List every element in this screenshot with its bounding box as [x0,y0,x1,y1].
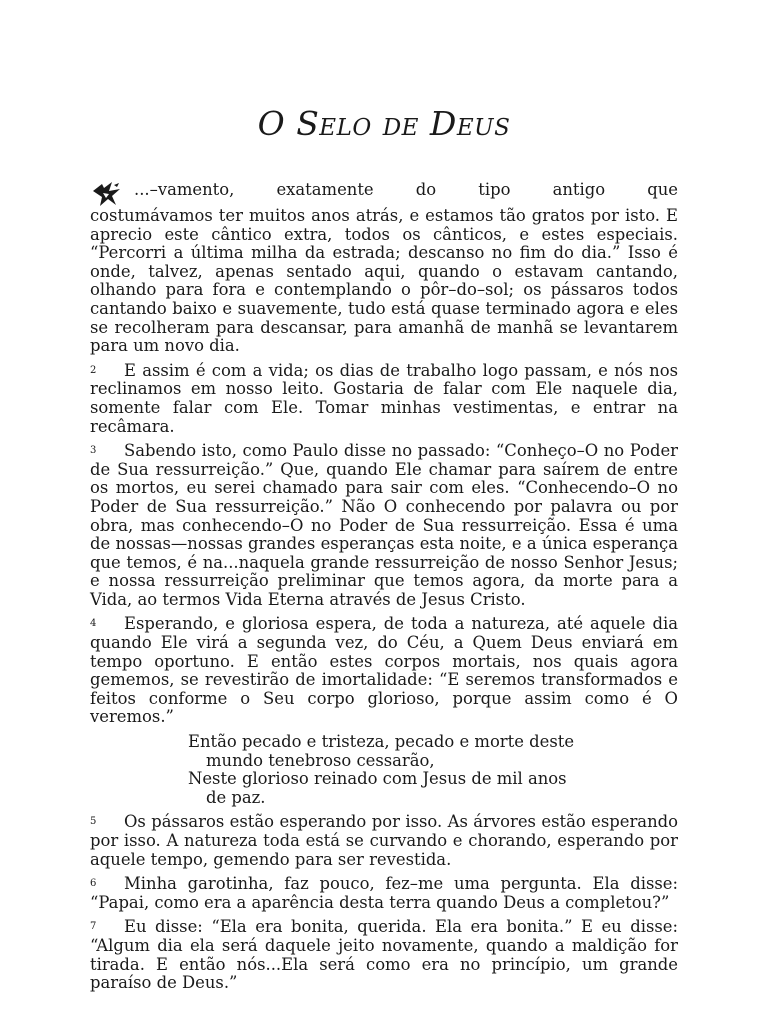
poem-line: Então pecado e tristeza, pecado e morte deste [188,732,575,752]
paragraph-text: Eu disse: “Ela era bonita, querida. Ela era bonita.” E eu disse: “Algum dia ela será daquele jeito novamente, quando a maldição for tirada. E então nós...Ela será como era no princípio, um grande paraíso de Deus.” [90,917,678,993]
dove-icon [90,179,124,209]
paragraph-1-text: costumávamos ter muitos anos atrás, e estamos tão gratos por isto. E aprecio este cântico extra, todos os cânticos, e estes especiais. “Percorri a última milha da estrada; descanso no fim do dia.” Isso é onde, talvez, apenas sentado aqui, quando o estavam cantando, olhando para fora e contemplando o pôr–do–sol; os pássaros todos cantando baixo e suavemente, tudo está quase terminado agora e eles se recolheram para descansar, para amanhã de manhã se levantarem para um novo dia. [90,206,678,356]
paragraph-number: 5 [90,816,97,828]
paragraph-number: 2 [90,364,97,376]
paragraph-1 [90,181,678,356]
paragraph-3 [90,442,678,609]
document-body [90,181,678,999]
paragraph-4 [90,615,678,727]
paragraph-2 [90,362,678,436]
page-title: O Selo de Deus [257,104,511,143]
poem-line: de paz. [206,787,266,807]
paragraph-number: 3 [90,445,97,457]
paragraph-text: E assim é com a vida; os dias de trabalho logo passam, e nós nos reclinamos em nosso leito. Gostaria de falar com Ele naquele dia, somente falar com Ele. Tomar minhas vestimentas, e entrar na recâmara. [90,360,678,436]
paragraph-6 [90,875,678,912]
paragraph-text: Sabendo isto, como Paulo disse no passado: “Conheço–O no Poder de Sua ressurreição.” Que, quando Ele chamar para saírem de entre os mortos, eu serei chamado para sair com eles. “Conhecendo–O no Poder de Sua ressurreição.” Não O conhecendo por palavra ou por obra, mas conhecendo–O no Poder de Sua ressurreição. Essa é uma de nossas—nossas grandes esperanças esta noite, e a única esperança que temos, é na...naquela grande ressurreição de nosso Senhor Jesus; e nossa ressurreição preliminar que temos agora, da morte para a Vida, ao termos Vida Eterna através de Jesus Cristo. [90,441,678,609]
poem-line: Neste glorioso reinado com Jesus de mil anos [188,769,567,789]
paragraph-number: 4 [90,618,97,630]
poem-block [90,733,678,807]
paragraph-text: Minha garotinha, faz pouco, fez–me uma pergunta. Ela disse: “Papai, como era a aparência desta terra quando Deus a completou?” [90,874,678,912]
paragraph-text: Os pássaros estão esperando por isso. As árvores estão esperando por isso. A natureza toda está se curvando e chorando, esperando por aquele tempo, gemendo para ser revestida. [90,812,678,869]
paragraph-number: 6 [90,878,97,890]
paragraph-5 [90,813,678,869]
paragraph-1-lead: ...–vamento, exatamente do tipo antigo que [134,180,678,199]
paragraph-number: 7 [90,921,97,933]
poem-line: mundo tenebroso cessarão, [206,750,435,770]
paragraph-text: Esperando, e gloriosa espera, de toda a natureza, até aquele dia quando Ele virá a segunda vez, do Céu, a Quem Deus enviará em tempo oportuno. E então estes corpos mortais, nos quais agora gememos, se revestirão de imortalidade: “E seremos transformados e feitos conforme o Seu corpo glorioso, porque assim como é O veremos.” [90,614,678,727]
paragraph-7 [90,918,678,992]
